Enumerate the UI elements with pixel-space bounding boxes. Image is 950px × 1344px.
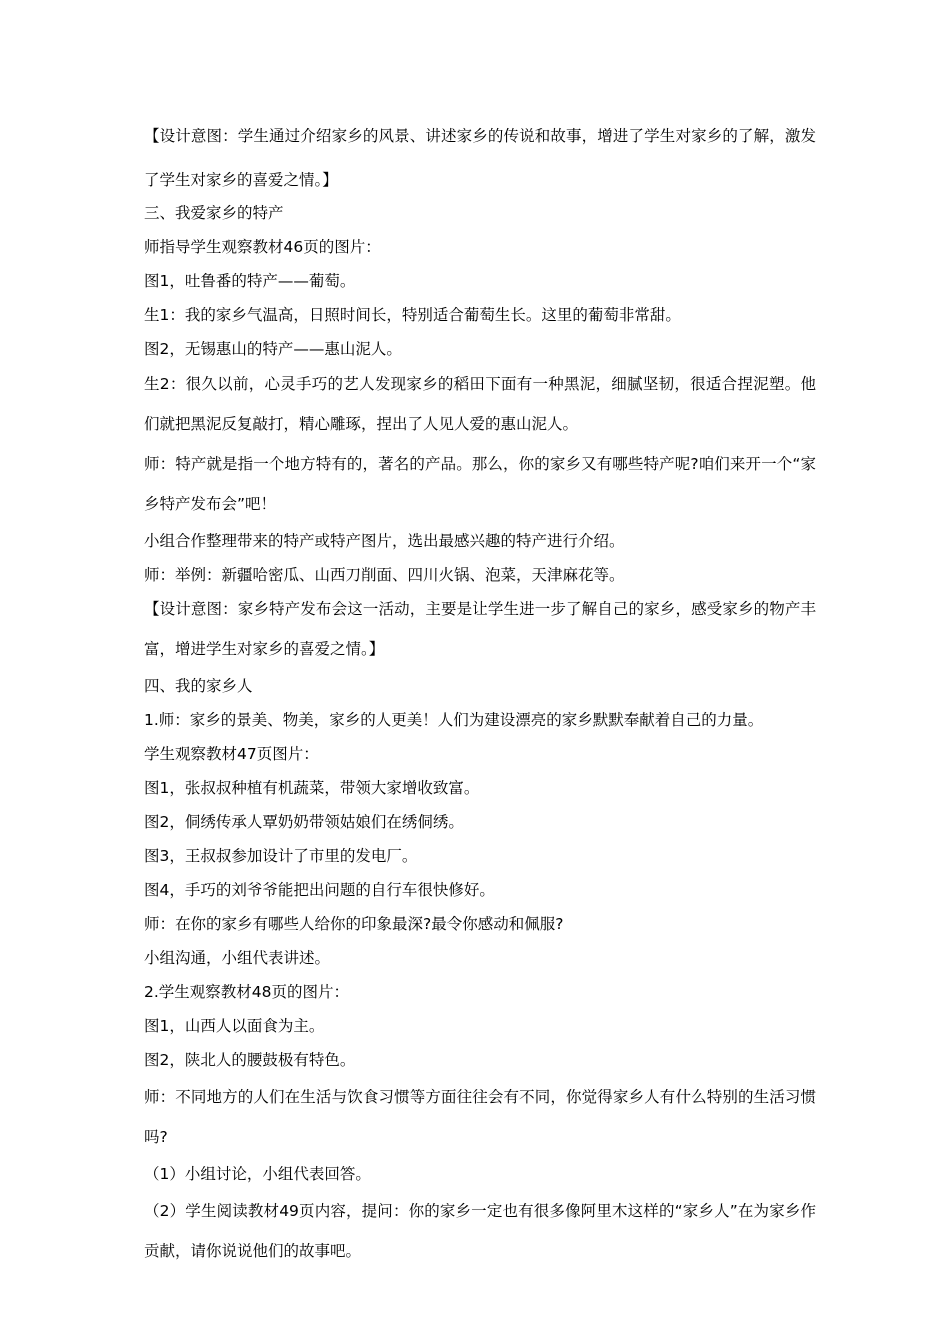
paragraph: 图2，陕北人的腰鼓极有特色。 [144, 1051, 356, 1069]
paragraph: （1）小组讨论，小组代表回答。 [144, 1165, 371, 1183]
design-intent-paragraph-2: 【设计意图：家乡特产发布会这一活动，主要是让学生进一步了解自己的家乡，感受家乡的物产丰富，增进学生对家乡的喜爱之情。】 [144, 600, 816, 658]
paragraph: 生1：我的家乡气温高，日照时间长，特别适合葡萄生长。这里的葡萄非常甜。 [144, 306, 681, 324]
paragraph: 小组沟通，小组代表讲述。 [144, 949, 331, 967]
paragraph: 图4，手巧的刘爷爷能把出问题的自行车很快修好。 [144, 881, 495, 899]
paragraph: 图1，张叔叔种植有机蔬菜，带领大家增收致富。 [144, 779, 480, 797]
paragraph: （2）学生阅读教材49页内容，提问：你的家乡一定也有很多像阿里木这样的“家乡人”在为家乡作贡献，请你说说他们的故事吧。 [144, 1202, 816, 1260]
paragraph: 图2，无锡惠山的特产——惠山泥人。 [144, 340, 402, 358]
paragraph: 2.学生观察教材48页的图片： [144, 983, 350, 1001]
paragraph: 图2，侗绣传承人覃奶奶带领姑娘们在绣侗绣。 [144, 813, 464, 831]
paragraph: 学生观察教材47页图片： [144, 745, 319, 763]
paragraph: 生2：很久以前，心灵手巧的艺人发现家乡的稻田下面有一种黑泥，细腻坚韧，很适合捏泥塑。他们就把黑泥反复敲打，精心雕琢，捏出了人见人爱的惠山泥人。 [144, 375, 816, 433]
paragraph: 师：不同地方的人们在生活与饮食习惯等方面往往会有不同，你觉得家乡人有什么特别的生活习惯吗? [144, 1088, 816, 1146]
paragraph: 图3，王叔叔参加设计了市里的发电厂。 [144, 847, 418, 865]
paragraph: 师：举例：新疆哈密瓜、山西刀削面、四川火锅、泡菜，天津麻花等。 [144, 566, 625, 584]
paragraph: 图1，吐鲁番的特产——葡萄。 [144, 272, 356, 290]
design-intent-paragraph-1: 【设计意图：学生通过介绍家乡的风景、讲述家乡的传说和故事，增进了学生对家乡的了解，激发了学生对家乡的喜爱之情。】 [144, 127, 816, 189]
document-body [144, 124, 816, 1271]
section-heading-specialties: 三、我爱家乡的特产 [144, 204, 284, 222]
paragraph: 师：在你的家乡有哪些人给你的印象最深?最令你感动和佩服? [144, 915, 564, 933]
paragraph: 师指导学生观察教材46页的图片： [144, 238, 381, 256]
paragraph: 小组合作整理带来的特产或特产图片，选出最感兴趣的特产进行介绍。 [144, 532, 625, 550]
paragraph: 图1，山西人以面食为主。 [144, 1017, 325, 1035]
section-heading-people: 四、我的家乡人 [144, 677, 253, 695]
paragraph: 1.师：家乡的景美、物美，家乡的人更美！人们为建设漂亮的家乡默默奉献着自己的力量。 [144, 711, 764, 729]
paragraph: 师：特产就是指一个地方特有的，著名的产品。那么，你的家乡又有哪些特产呢?咱们来开一个“家乡特产发布会”吧！ [144, 455, 816, 513]
